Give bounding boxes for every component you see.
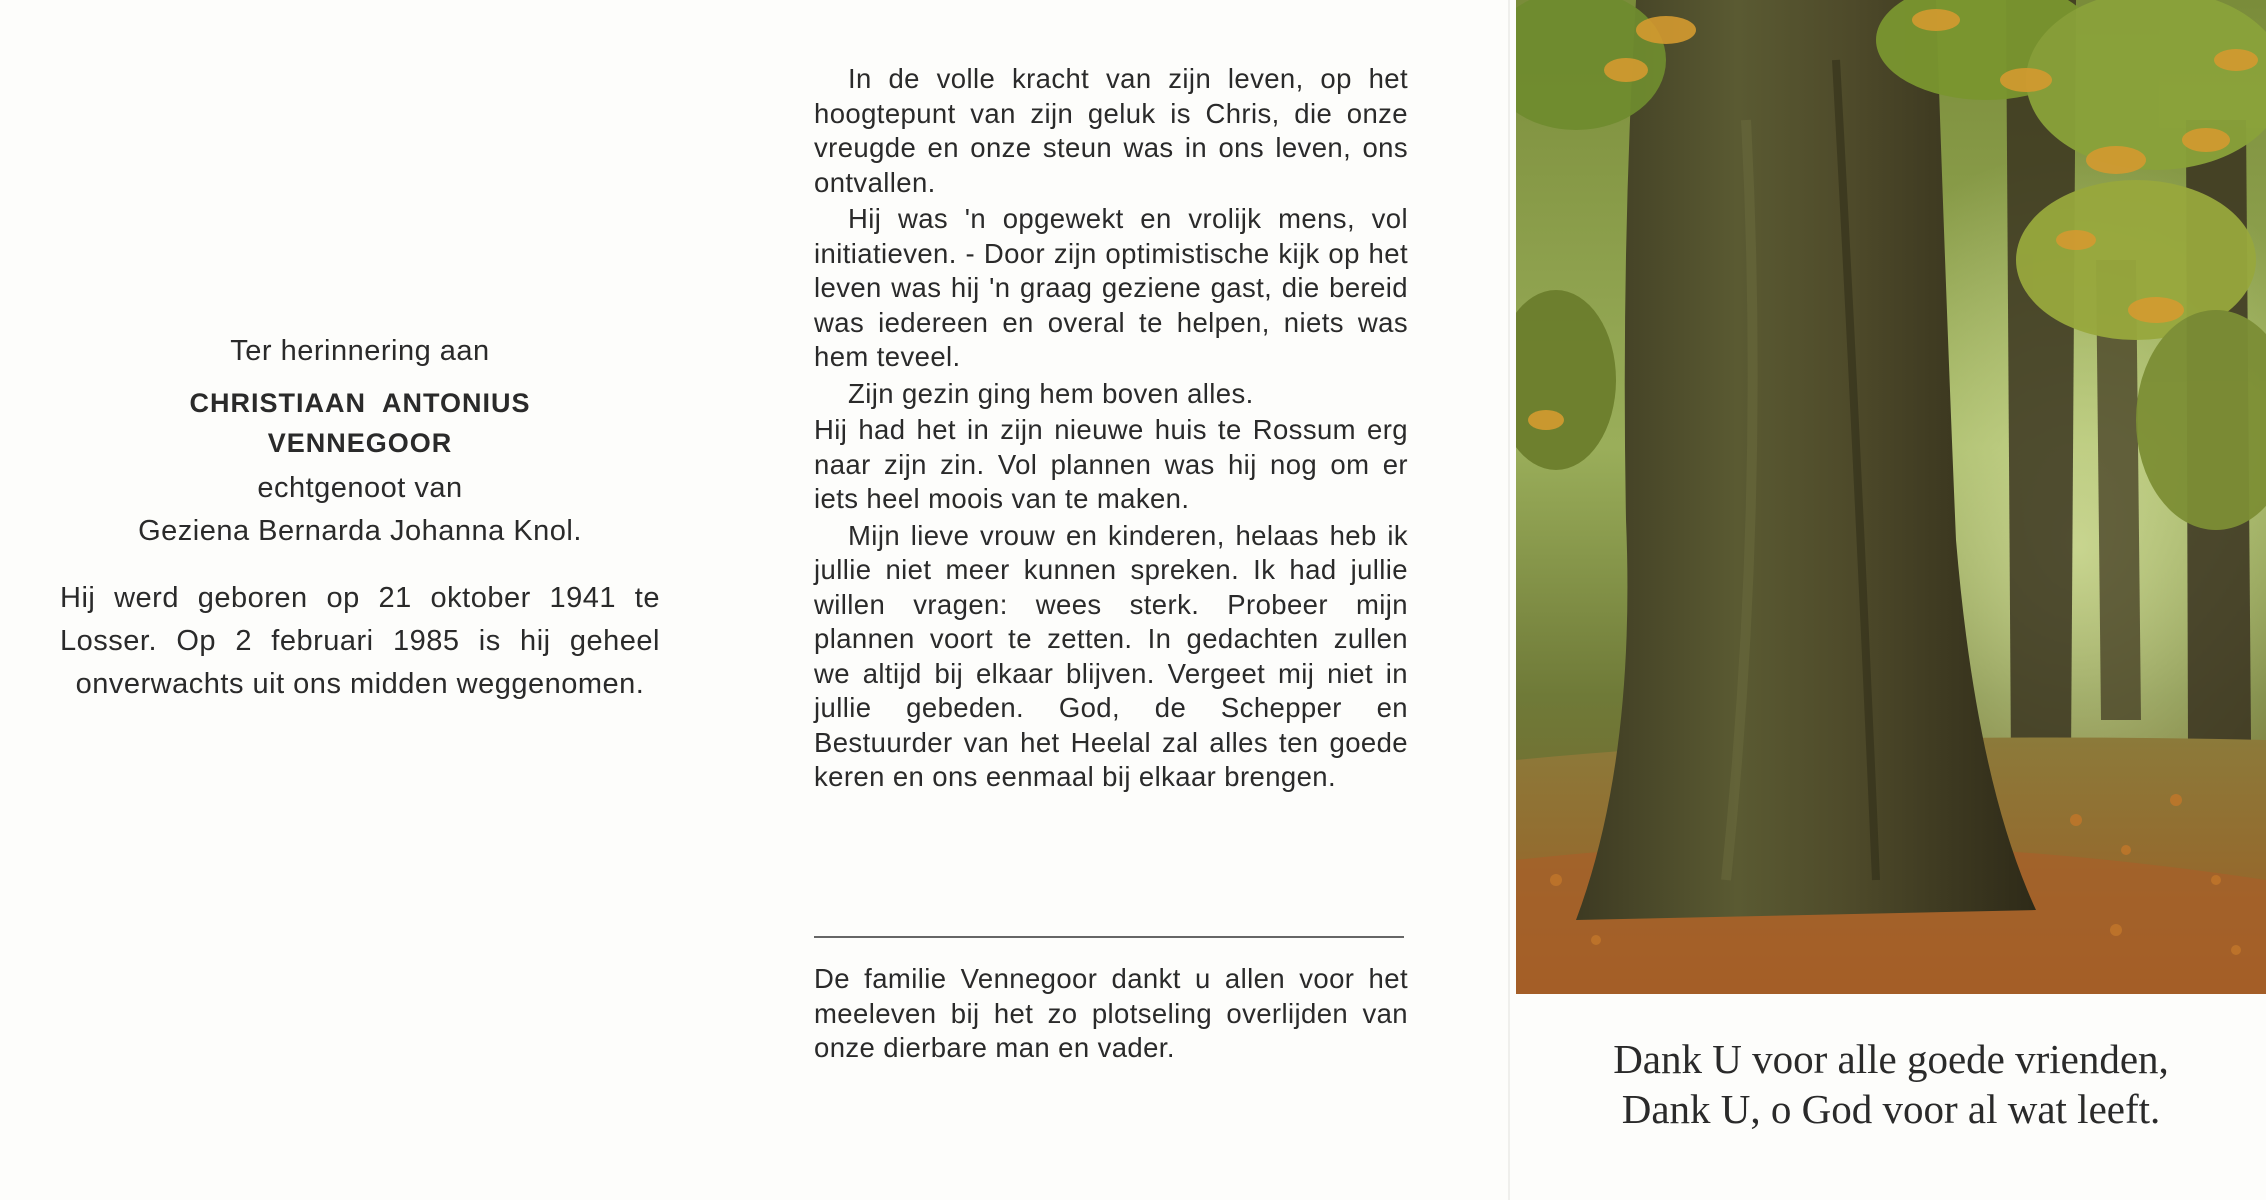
caption-line-1: Dank U voor alle goede vrienden, [1613, 1036, 2169, 1082]
name-line-1: CHRISTIAAN ANTONIUS [189, 388, 531, 418]
intro-text: Ter herinnering aan [230, 335, 490, 367]
spouse-name: Geziena Bernarda Johanna Knol. [138, 515, 582, 547]
deceased-name [40, 383, 680, 463]
paragraph-2: Hij was 'n opgewekt en vrolijk mens, vol initiatieven. - Door zijn optimistische kijk op het leven was hij 'n graag geziene gast, die bereid was iedereen en overal te helpen, niets was hem teveel. [814, 203, 1408, 372]
caption-line-2: Dank U, o God voor al wat leeft. [1621, 1086, 2161, 1132]
spouse-label: echtgenoot van [257, 472, 463, 504]
fold-line [1508, 0, 1510, 1200]
divider-line [814, 936, 1404, 938]
paragraph-5: Mijn lieve vrouw en kinderen, helaas heb ik jullie niet meer kunnen spreken. Ik had jullie willen vragen: wees sterk. Probeer mijn plannen voort te zetten. In gedachten zullen we altijd bij elkaar blijven. Vergeet mij niet in jullie gebeden. God, de Schepper en Bestuurder van het Heelal zal alles ten goede keren en ons eenmaal bij elkaar brengen. [814, 519, 1408, 792]
tree-photo [1516, 0, 2266, 994]
birth-death-text: Hij werd geboren op 21 oktober 1941 te Losser. Op 2 februari 1985 is hij geheel onverwachts uit ons midden weggenomen. [60, 582, 660, 700]
middle-panel [814, 62, 1408, 795]
paragraph-1: In de volle kracht van zijn leven, op het hoogtepunt van zijn geluk is Chris, die onze vreugde en onze steun was in ons leven, ons ontvallen. [814, 63, 1408, 198]
paragraph-4: Hij had het in zijn nieuwe huis te Rossum erg naar zijn zin. Vol plannen was hij nog om er iets heel moois van te maken. [814, 414, 1408, 514]
paragraph-3: Zijn gezin ging hem boven alles. [848, 377, 1254, 409]
photo-caption [1516, 1034, 2266, 1134]
family-thanks: De familie Vennegoor dankt u allen voor het meeleven bij het zo plotseling overlijden van onze dierbare man en vader. [814, 963, 1408, 1063]
left-panel [40, 330, 680, 706]
name-line-2: VENNEGOOR [267, 428, 453, 458]
